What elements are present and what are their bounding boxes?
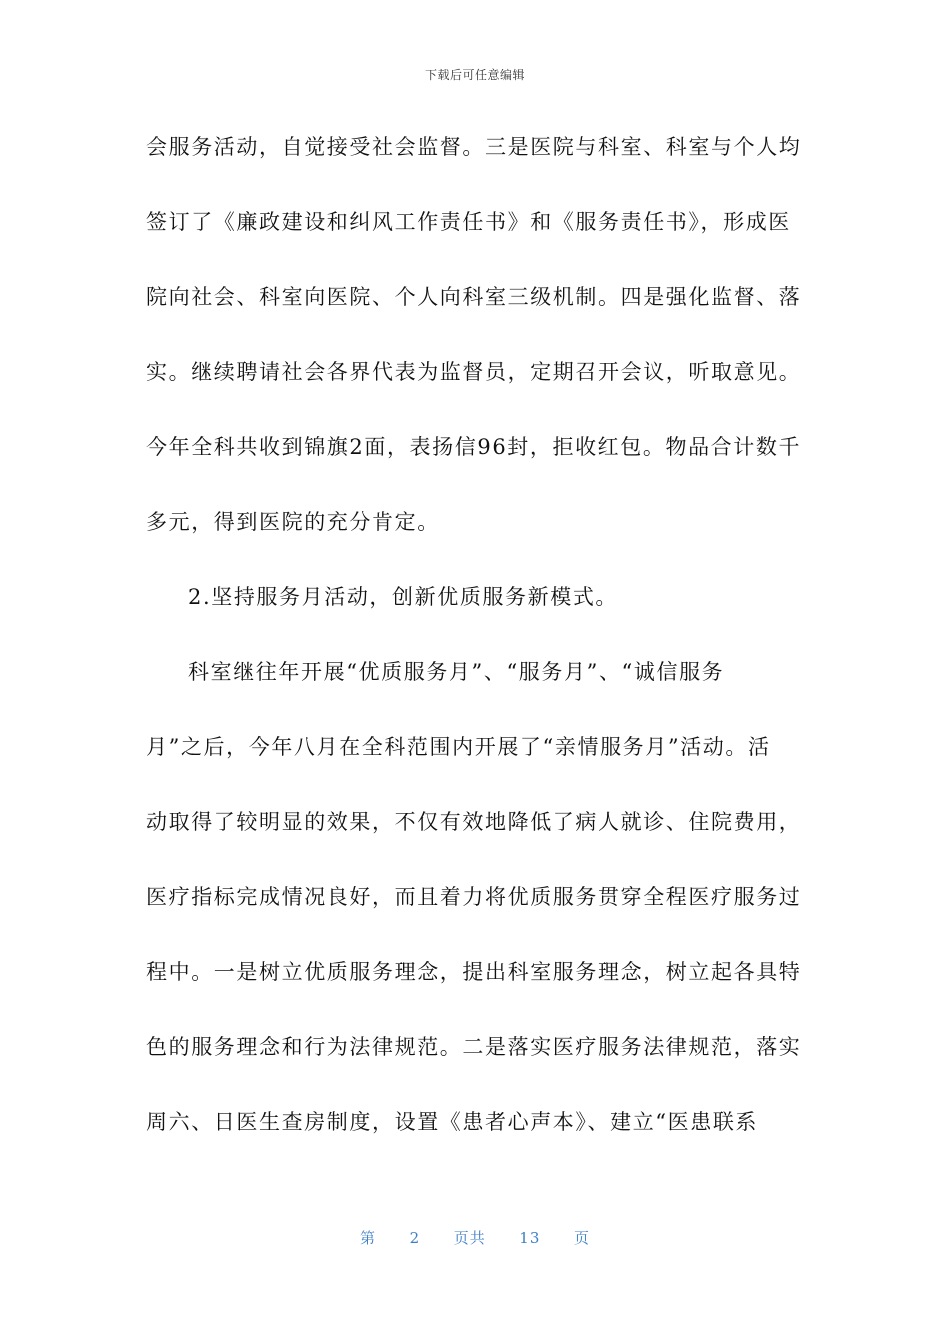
text-line: 医疗指标完成情况良好，而且着力将优质服务贯穿全程医疗服务过	[146, 885, 802, 909]
text-line: 色的服务理念和行为法律规范。二是落实医疗服务法律规范，落实	[146, 1035, 802, 1059]
footer-prefix: 第	[360, 1229, 377, 1247]
text-line: 会服务活动，自觉接受社会监督。三是医院与科室、科室与个人均	[146, 135, 802, 159]
section-heading: 2.坚持服务月活动，创新优质服务新模式。	[188, 585, 619, 609]
text-line: 周六、日医生查房制度，设置《患者心声本》、建立“医患联系	[146, 1110, 759, 1134]
text-line: 多元，得到医院的充分肯定。	[146, 510, 440, 534]
current-page-number: 2	[409, 1229, 421, 1247]
text-line: 今年全科共收到锦旗2面，表扬信96封，拒收红包。物品合计数千	[146, 435, 802, 459]
text-line: 程中。一是树立优质服务理念，提出科室服务理念，树立起各具特	[146, 960, 802, 984]
text-line: 签订了《廉政建设和纠风工作责任书》和《服务责任书》，形成医	[146, 210, 791, 234]
footer-middle: 页共	[453, 1229, 486, 1247]
text-line: 院向社会、科室向医院、个人向科室三级机制。四是强化监督、落	[146, 285, 802, 309]
text-line: 实。继续聘请社会各界代表为监督员，定期召开会议，听取意见。	[146, 360, 802, 384]
text-line: 科室继往年开展“优质服务月”、“服务月”、“诚信服务	[188, 660, 725, 684]
footer-suffix: 页	[573, 1229, 590, 1247]
text-line: 动取得了较明显的效果，不仅有效地降低了病人就诊、住院费用，	[146, 810, 802, 834]
text-line: 月”之后，今年八月在全科范围内开展了“亲情服务月”活动。活	[146, 735, 771, 759]
total-page-count: 13	[519, 1229, 541, 1247]
page-footer	[0, 1227, 950, 1248]
page-header: 下载后可任意编辑	[424, 68, 525, 82]
